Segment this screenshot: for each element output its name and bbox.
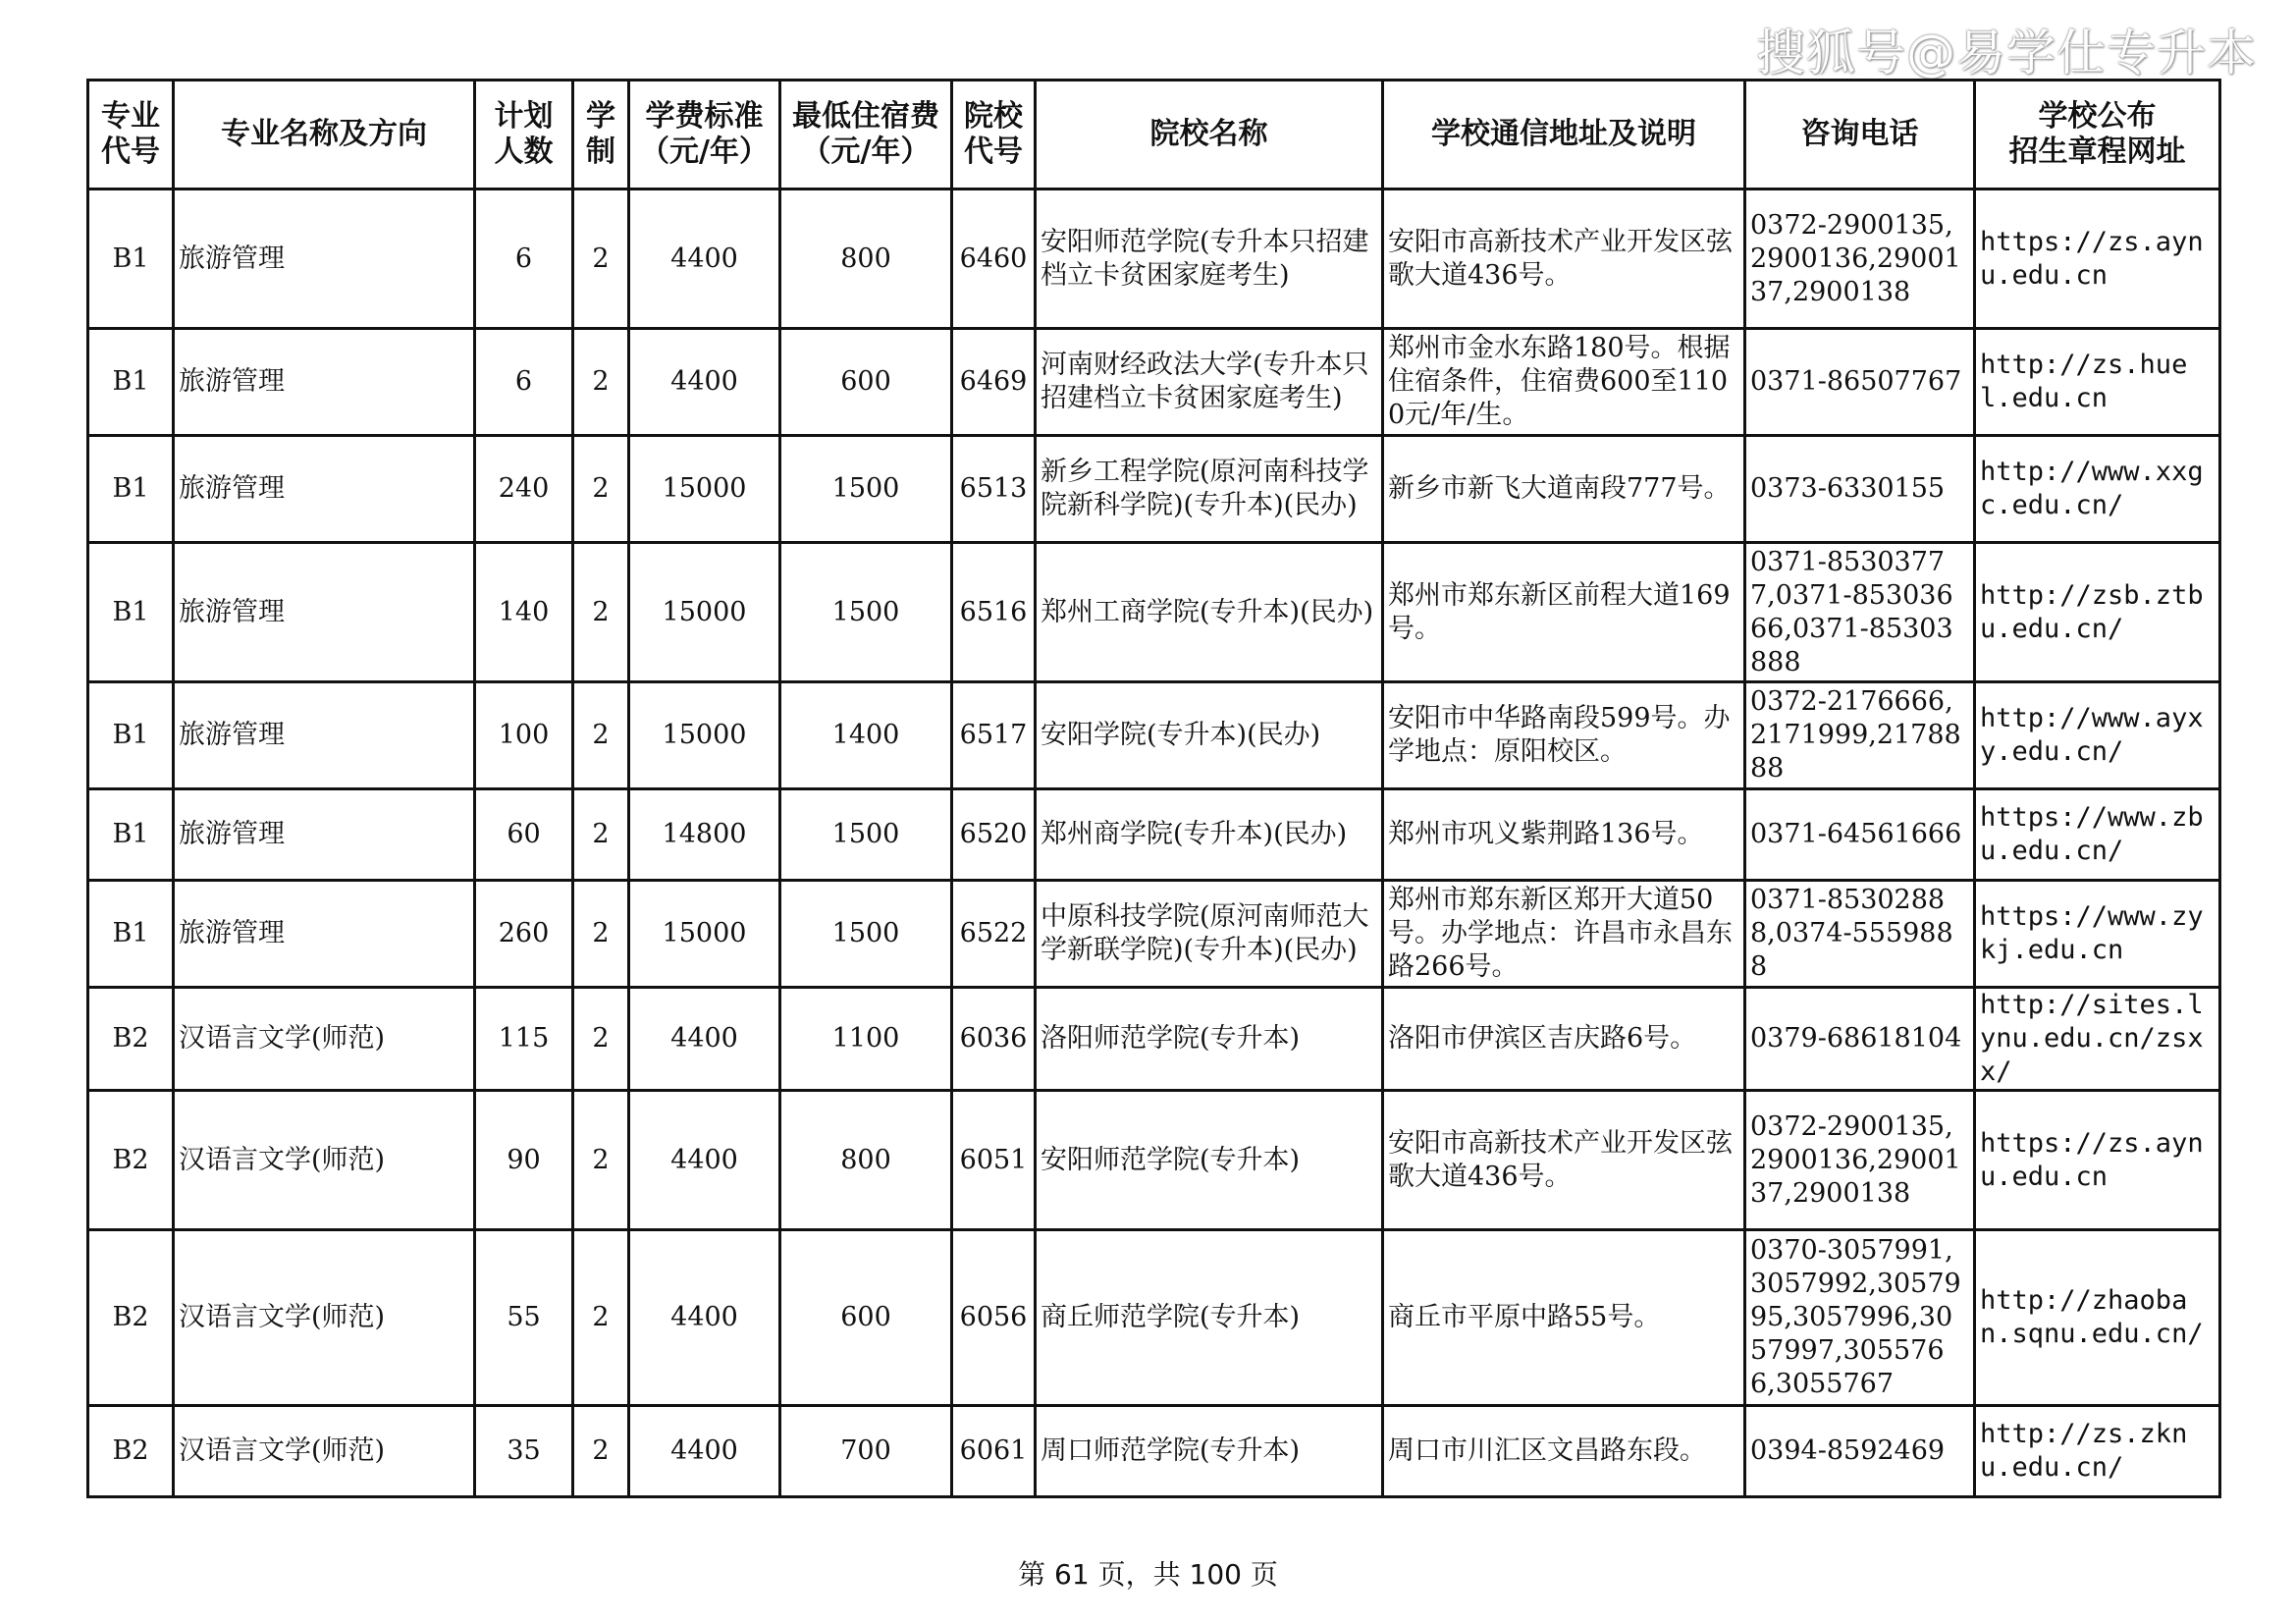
cell-lodging: 1500 xyxy=(780,543,952,682)
cell-code: B1 xyxy=(88,881,174,988)
cell-major: 汉语言文学(师范) xyxy=(174,1230,475,1406)
table-row xyxy=(88,1091,2220,1230)
cell-url: http://zhaoban.sqnu.edu.cn/ xyxy=(1975,1230,2220,1406)
cell-school-code: 6516 xyxy=(952,543,1036,682)
cell-plan: 140 xyxy=(475,543,573,682)
cell-years: 2 xyxy=(573,1230,629,1406)
cell-years: 2 xyxy=(573,988,629,1091)
cell-tuition: 4400 xyxy=(629,1230,780,1406)
cell-school-name: 安阳学院(专升本)(民办) xyxy=(1036,682,1383,789)
header-address: 学校通信地址及说明 xyxy=(1383,81,1745,189)
cell-tuition: 15000 xyxy=(629,682,780,789)
header-school-name: 院校名称 xyxy=(1036,81,1383,189)
cell-lodging: 600 xyxy=(780,1230,952,1406)
cell-phone: 0372-2176666,2171999,2178888 xyxy=(1745,682,1975,789)
table-row xyxy=(88,988,2220,1091)
cell-address: 周口市川汇区文昌路东段。 xyxy=(1383,1406,1745,1497)
header-major: 专业名称及方向 xyxy=(174,81,475,189)
cell-major: 旅游管理 xyxy=(174,329,475,436)
header-url: 学校公布 招生章程网址 xyxy=(1975,81,2220,189)
cell-address: 商丘市平原中路55号。 xyxy=(1383,1230,1745,1406)
cell-phone: 0394-8592469 xyxy=(1745,1406,1975,1497)
footer-middle: 页，共 xyxy=(1089,1558,1190,1591)
cell-url: http://zsb.ztbu.edu.cn/ xyxy=(1975,543,2220,682)
table-row xyxy=(88,881,2220,988)
cell-years: 2 xyxy=(573,682,629,789)
cell-major: 汉语言文学(师范) xyxy=(174,988,475,1091)
cell-school-name: 商丘师范学院(专升本) xyxy=(1036,1230,1383,1406)
cell-major: 旅游管理 xyxy=(174,881,475,988)
footer-prefix: 第 xyxy=(1018,1558,1055,1591)
cell-address: 郑州市金水东路180号。根据住宿条件，住宿费600至1100元/年/生。 xyxy=(1383,329,1745,436)
table-row xyxy=(88,1406,2220,1497)
header-code: 专业 代号 xyxy=(88,81,174,189)
cell-school-code: 6469 xyxy=(952,329,1036,436)
cell-phone: 0371-64561666 xyxy=(1745,789,1975,881)
table-row xyxy=(88,329,2220,436)
cell-major: 汉语言文学(师范) xyxy=(174,1091,475,1230)
cell-code: B1 xyxy=(88,789,174,881)
cell-plan: 6 xyxy=(475,329,573,436)
cell-address: 郑州市巩义紫荆路136号。 xyxy=(1383,789,1745,881)
cell-url: https://www.zykj.edu.cn xyxy=(1975,881,2220,988)
cell-school-code: 6520 xyxy=(952,789,1036,881)
cell-url: http://sites.lynu.edu.cn/zsxx/ xyxy=(1975,988,2220,1091)
cell-major: 旅游管理 xyxy=(174,189,475,329)
cell-years: 2 xyxy=(573,1406,629,1497)
cell-lodging: 600 xyxy=(780,329,952,436)
watermark: 搜狐号@易学仕专升本 xyxy=(1756,25,2257,81)
cell-lodging: 1500 xyxy=(780,881,952,988)
cell-tuition: 4400 xyxy=(629,189,780,329)
header-tuition: 学费标准 （元/年） xyxy=(629,81,780,189)
cell-tuition: 4400 xyxy=(629,988,780,1091)
cell-url: https://zs.aynu.edu.cn xyxy=(1975,1091,2220,1230)
cell-code: B1 xyxy=(88,189,174,329)
cell-tuition: 15000 xyxy=(629,881,780,988)
cell-phone: 0371-85302888,0374-5559888 xyxy=(1745,881,1975,988)
cell-url: https://www.zbu.edu.cn/ xyxy=(1975,789,2220,881)
cell-phone: 0372-2900135,2900136,2900137,2900138 xyxy=(1745,1091,1975,1230)
cell-code: B1 xyxy=(88,436,174,543)
cell-address: 安阳市高新技术产业开发区弦歌大道436号。 xyxy=(1383,1091,1745,1230)
cell-years: 2 xyxy=(573,881,629,988)
cell-plan: 35 xyxy=(475,1406,573,1497)
cell-school-name: 中原科技学院(原河南师范大学新联学院)(专升本)(民办) xyxy=(1036,881,1383,988)
cell-address: 安阳市高新技术产业开发区弦歌大道436号。 xyxy=(1383,189,1745,329)
cell-plan: 6 xyxy=(475,189,573,329)
cell-major: 旅游管理 xyxy=(174,436,475,543)
cell-lodging: 1100 xyxy=(780,988,952,1091)
cell-plan: 90 xyxy=(475,1091,573,1230)
cell-school-code: 6056 xyxy=(952,1230,1036,1406)
cell-years: 2 xyxy=(573,436,629,543)
header-phone: 咨询电话 xyxy=(1745,81,1975,189)
cell-school-name: 河南财经政法大学(专升本只招建档立卡贫困家庭考生) xyxy=(1036,329,1383,436)
table-row xyxy=(88,789,2220,881)
cell-years: 2 xyxy=(573,1091,629,1230)
header-row xyxy=(88,81,2220,189)
cell-school-code: 6051 xyxy=(952,1091,1036,1230)
cell-lodging: 1500 xyxy=(780,436,952,543)
cell-tuition: 4400 xyxy=(629,1091,780,1230)
cell-years: 2 xyxy=(573,543,629,682)
footer-page-number: 61 xyxy=(1054,1558,1090,1591)
cell-lodging: 700 xyxy=(780,1406,952,1497)
cell-code: B2 xyxy=(88,1230,174,1406)
cell-address: 郑州市郑东新区郑开大道50号。办学地点：许昌市永昌东路266号。 xyxy=(1383,881,1745,988)
header-lodging: 最低住宿费 （元/年） xyxy=(780,81,952,189)
cell-major: 旅游管理 xyxy=(174,543,475,682)
footer-total-pages: 100 xyxy=(1189,1558,1242,1591)
cell-years: 2 xyxy=(573,329,629,436)
cell-phone: 0373-6330155 xyxy=(1745,436,1975,543)
cell-code: B2 xyxy=(88,1406,174,1497)
footer-suffix: 页 xyxy=(1241,1558,1278,1591)
cell-plan: 100 xyxy=(475,682,573,789)
cell-plan: 55 xyxy=(475,1230,573,1406)
cell-code: B1 xyxy=(88,682,174,789)
page-footer xyxy=(0,1553,2296,1593)
cell-phone: 0372-2900135,2900136,2900137,2900138 xyxy=(1745,189,1975,329)
cell-lodging: 1400 xyxy=(780,682,952,789)
cell-code: B1 xyxy=(88,543,174,682)
cell-url: http://zs.zknu.edu.cn/ xyxy=(1975,1406,2220,1497)
cell-school-code: 6460 xyxy=(952,189,1036,329)
cell-code: B1 xyxy=(88,329,174,436)
header-school-code: 院校 代号 xyxy=(952,81,1036,189)
cell-lodging: 800 xyxy=(780,189,952,329)
cell-major: 旅游管理 xyxy=(174,682,475,789)
cell-phone: 0371-86507767 xyxy=(1745,329,1975,436)
cell-url: http://www.xxgc.edu.cn/ xyxy=(1975,436,2220,543)
header-years: 学 制 xyxy=(573,81,629,189)
cell-address: 郑州市郑东新区前程大道169号。 xyxy=(1383,543,1745,682)
cell-school-name: 郑州商学院(专升本)(民办) xyxy=(1036,789,1383,881)
cell-school-name: 安阳师范学院(专升本只招建档立卡贫困家庭考生) xyxy=(1036,189,1383,329)
cell-plan: 60 xyxy=(475,789,573,881)
cell-address: 安阳市中华路南段599号。办学地点：原阳校区。 xyxy=(1383,682,1745,789)
cell-years: 2 xyxy=(573,189,629,329)
cell-major: 旅游管理 xyxy=(174,789,475,881)
table-row xyxy=(88,436,2220,543)
cell-school-code: 6517 xyxy=(952,682,1036,789)
table-row xyxy=(88,1230,2220,1406)
cell-plan: 115 xyxy=(475,988,573,1091)
cell-school-code: 6513 xyxy=(952,436,1036,543)
cell-phone: 0371-85303777,0371-85303666,0371-85303888 xyxy=(1745,543,1975,682)
cell-code: B2 xyxy=(88,988,174,1091)
cell-school-name: 洛阳师范学院(专升本) xyxy=(1036,988,1383,1091)
table-row xyxy=(88,189,2220,329)
cell-url: http://zs.huel.edu.cn xyxy=(1975,329,2220,436)
cell-url: http://www.ayxy.edu.cn/ xyxy=(1975,682,2220,789)
cell-lodging: 1500 xyxy=(780,789,952,881)
table-row xyxy=(88,543,2220,682)
cell-school-code: 6522 xyxy=(952,881,1036,988)
cell-tuition: 15000 xyxy=(629,543,780,682)
cell-plan: 240 xyxy=(475,436,573,543)
cell-tuition: 14800 xyxy=(629,789,780,881)
cell-school-name: 周口师范学院(专升本) xyxy=(1036,1406,1383,1497)
cell-url: https://zs.aynu.edu.cn xyxy=(1975,189,2220,329)
cell-major: 汉语言文学(师范) xyxy=(174,1406,475,1497)
cell-address: 新乡市新飞大道南段777号。 xyxy=(1383,436,1745,543)
cell-lodging: 800 xyxy=(780,1091,952,1230)
cell-tuition: 15000 xyxy=(629,436,780,543)
header-plan: 计划 人数 xyxy=(475,81,573,189)
cell-tuition: 4400 xyxy=(629,1406,780,1497)
cell-code: B2 xyxy=(88,1091,174,1230)
cell-school-code: 6036 xyxy=(952,988,1036,1091)
cell-school-name: 郑州工商学院(专升本)(民办) xyxy=(1036,543,1383,682)
cell-phone: 0379-68618104 xyxy=(1745,988,1975,1091)
cell-school-name: 新乡工程学院(原河南科技学院新科学院)(专升本)(民办) xyxy=(1036,436,1383,543)
admissions-table xyxy=(86,79,2221,1498)
table-row xyxy=(88,682,2220,789)
cell-years: 2 xyxy=(573,789,629,881)
cell-address: 洛阳市伊滨区吉庆路6号。 xyxy=(1383,988,1745,1091)
cell-tuition: 4400 xyxy=(629,329,780,436)
cell-school-code: 6061 xyxy=(952,1406,1036,1497)
cell-phone: 0370-3057991,3057992,3057995,3057996,3057997,3055766,3055767 xyxy=(1745,1230,1975,1406)
cell-school-name: 安阳师范学院(专升本) xyxy=(1036,1091,1383,1230)
cell-plan: 260 xyxy=(475,881,573,988)
